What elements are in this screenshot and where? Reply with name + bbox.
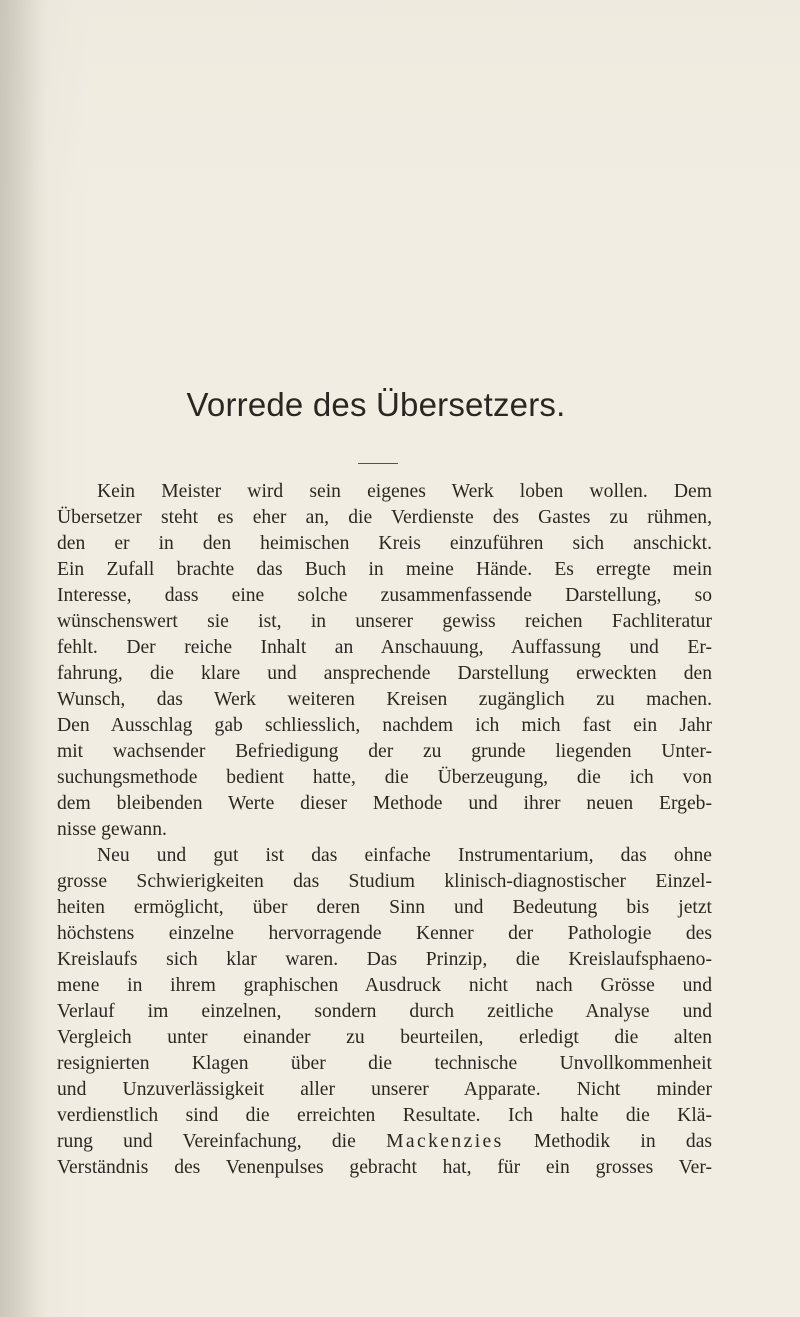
text-line: Verständnis des Venenpulses gebracht hat, für ein grosses Ver- [57, 1157, 712, 1178]
text-line: Neu und gut ist das einfache Instrumentarium, das ohne [97, 845, 712, 866]
text-line: suchungsmethode bedient hatte, die Überzeugung, die ich von [57, 767, 712, 788]
text-line: mene in ihrem graphischen Ausdruck nicht nach Grösse und [57, 975, 712, 996]
text-line: Verlauf im einzelnen, sondern durch zeitliche Analyse und [57, 1001, 712, 1022]
text-line: mit wachsender Befriedigung der zu grunde liegenden Unter- [57, 741, 712, 762]
text-line: verdienstlich sind die erreichten Resultate. Ich halte die Klä- [57, 1105, 712, 1126]
text-fragment: Methodik in das [503, 1131, 713, 1152]
text-line: fehlt. Der reiche Inhalt an Anschauung, Auffassung und Er- [57, 637, 712, 658]
text-line: heiten ermöglicht, über deren Sinn und Bedeutung bis jetzt [57, 897, 712, 918]
page-title: Vorrede des Übersetzers. [186, 386, 566, 423]
text-line: fahrung, die klare und ansprechende Darstellung erweckten den [57, 663, 712, 684]
body-text [57, 479, 712, 1181]
text-fragment: rung und Vereinfachung, die [57, 1131, 387, 1152]
text-line: grosse Schwierigkeiten das Studium klinisch-diagnostischer Einzel- [57, 871, 712, 892]
text-line: Ein Zufall brachte das Buch in meine Hände. Es erregte mein [57, 559, 712, 580]
text-line: Kein Meister wird sein eigenes Werk loben wollen. Dem [97, 481, 712, 502]
text-line: Übersetzer steht es eher an, die Verdienste des Gastes zu rühmen, [57, 507, 712, 528]
text-line: den er in den heimischen Kreis einzuführen sich anschickt. [57, 533, 712, 554]
text-line: Kreislaufs sich klar waren. Das Prinzip, die Kreislaufsphaeno- [57, 949, 712, 970]
text-line: Wunsch, das Werk weiteren Kreisen zugänglich zu machen. [57, 689, 712, 710]
text-line: höchstens einzelne hervorragende Kenner der Pathologie des [57, 923, 712, 944]
title-divider [358, 463, 398, 464]
text-line: Vergleich unter einander zu beurteilen, erledigt die alten [57, 1027, 712, 1048]
page-edge-shadow [0, 0, 48, 1317]
text-line: resignierten Klagen über die technische Unvollkommenheit [57, 1053, 712, 1074]
text-line: Interesse, dass eine solche zusammenfassende Darstellung, so [57, 585, 712, 606]
text-line: wünschenswert sie ist, in unserer gewiss reichen Fachliteratur [57, 611, 712, 632]
text-line: nisse gewann. [57, 819, 167, 840]
author-name: Mackenzies [386, 1131, 504, 1152]
text-line: dem bleibenden Werte dieser Methode und ihrer neuen Ergeb- [57, 793, 712, 814]
text-line: und Unzuverlässigkeit aller unserer Apparate. Nicht minder [57, 1079, 712, 1100]
text-line: Den Ausschlag gab schliesslich, nachdem ich mich fast ein Jahr [57, 715, 712, 736]
text-line-with-name [57, 1129, 712, 1155]
